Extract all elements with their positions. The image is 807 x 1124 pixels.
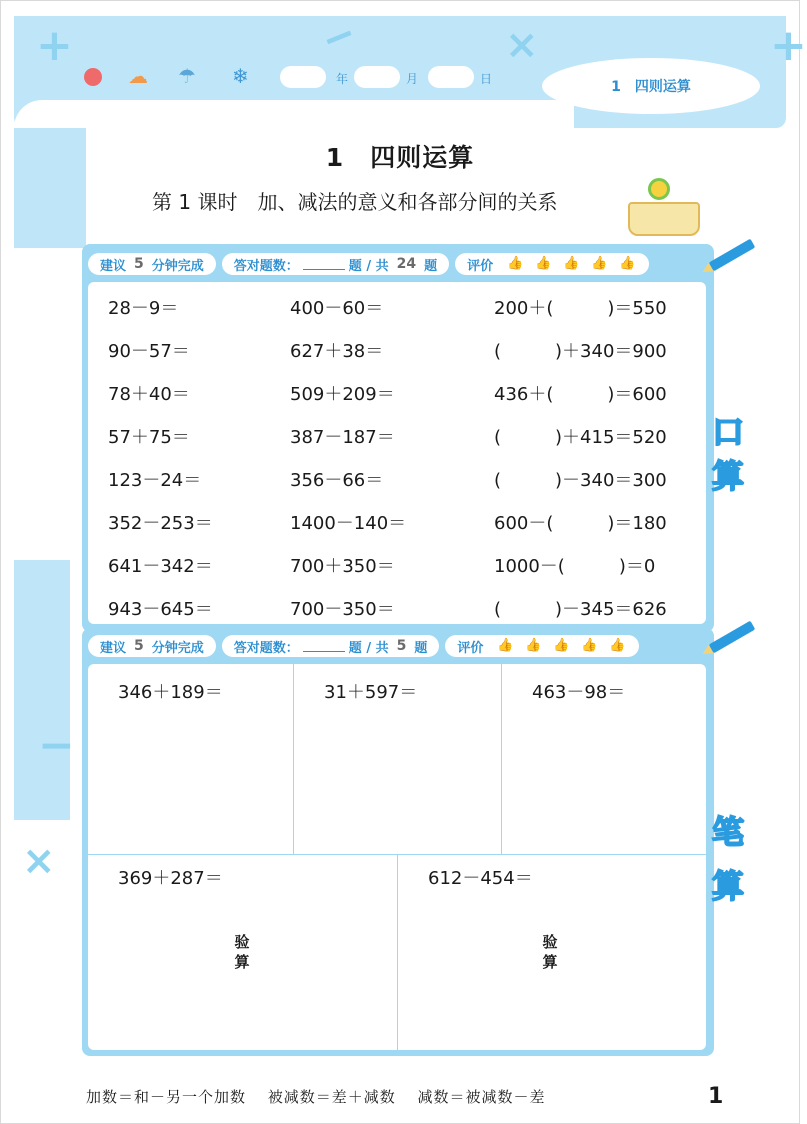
oral-problem: 1400－140＝ [290,513,407,534]
score-pill [222,253,449,275]
side-label-oral-1: 口 [712,413,745,451]
oral-problem: 200＋( )＝550 [494,298,667,319]
verify-label-char: 验 [542,933,558,951]
oral-problem: 1000－( )＝0 [494,556,656,577]
day-field[interactable] [428,66,474,88]
thumb-icon[interactable]: 👍 [525,638,542,653]
thumb-icon[interactable]: 👍 [553,638,570,653]
grid-divider [293,664,294,854]
side-label-written-2: 算 [712,867,745,905]
year-field[interactable] [280,66,326,88]
verify-label [232,932,252,972]
flower-icon [648,178,670,200]
snow-icon[interactable]: ❄ [232,64,249,88]
page-number: 1 [708,1084,724,1109]
month-label: 月 [406,72,419,86]
total-label: 题 / 共 [348,640,389,656]
rating-pill [455,253,649,275]
rain-icon[interactable]: ☂ [178,64,196,88]
oral-problem: 123－24＝ [108,470,202,491]
oral-problem: 356－66＝ [290,470,384,491]
times-icon: × [505,22,539,68]
thumb-icon[interactable]: 👍 [535,256,552,271]
thumb-icon[interactable]: 👍 [507,256,524,271]
oral-problem: 943－645＝ [108,599,213,620]
book-icon [628,202,700,236]
oral-problem: 600－( )＝180 [494,513,667,534]
times-icon: × [22,838,56,884]
correct-count-blank[interactable] [303,258,345,270]
sunny-icon[interactable] [84,68,102,86]
rating-label: 评价 [467,258,494,274]
verify-label-char: 算 [542,953,558,971]
oral-problem: 352－253＝ [108,513,213,534]
plus-icon: + [36,20,73,71]
suggest-minutes: 5 [134,638,144,654]
page-title: 1 四则运算 [325,143,475,172]
oral-problem: 387－187＝ [290,427,395,448]
minus-icon: − [38,720,75,771]
thumb-icon[interactable]: 👍 [591,256,608,271]
rating-label: 评价 [457,640,484,656]
total-suffix: 题 [414,640,428,656]
correct-label: 答对题数： [233,258,299,274]
written-calc-infobar [88,632,639,660]
header-band-cut [14,100,574,140]
correct-count-blank[interactable] [303,640,345,652]
oral-problem: ( )＋340＝900 [494,341,667,362]
rating-pill [445,635,639,657]
written-problem: 31＋597＝ [324,682,418,703]
plus-icon: + [770,20,807,71]
lesson-subtitle: 第 1 课时 加、减法的意义和各部分间的关系 [152,190,558,214]
written-problem: 346＋189＝ [118,682,223,703]
oral-problem: 700－350＝ [290,599,395,620]
grid-divider [397,854,398,1050]
suggest-suffix: 分钟完成 [151,258,204,274]
oral-problem: 627＋38＝ [290,341,384,362]
oral-problem: 90－57＝ [108,341,190,362]
minus-icon: − [314,9,363,65]
written-problem: 463－98＝ [532,682,626,703]
oral-problem: 78＋40＝ [108,384,190,405]
suggest-minutes: 5 [134,256,144,272]
correct-label: 答对题数： [233,640,299,656]
oral-problem: 700＋350＝ [290,556,395,577]
oral-problem: 57＋75＝ [108,427,190,448]
left-decoration-strip [14,560,70,820]
oral-calc-infobar [88,250,649,278]
oral-problem: 509＋209＝ [290,384,395,405]
thumb-icon[interactable]: 👍 [563,256,580,271]
written-problem: 612－454＝ [428,868,533,889]
month-field[interactable] [354,66,400,88]
day-label: 日 [480,72,493,86]
thumb-icon[interactable]: 👍 [609,638,626,653]
thumb-icon[interactable]: 👍 [619,256,636,271]
suggest-suffix: 分钟完成 [151,640,204,656]
year-label: 年 [336,72,349,86]
oral-problem: ( )－345＝626 [494,599,667,620]
oral-problem: 436＋( )＝600 [494,384,667,405]
cloudy-icon[interactable]: ☁ [128,64,148,88]
oral-problem: 641－342＝ [108,556,213,577]
verify-label-char: 验 [234,933,250,951]
side-label-oral-2: 算 [712,457,745,495]
total-suffix: 题 [424,258,438,274]
suggest-prefix: 建议 [100,258,127,274]
suggest-time-pill [88,253,216,275]
thumb-icon[interactable]: 👍 [581,638,598,653]
total-label: 题 / 共 [348,258,389,274]
oral-problem: ( )－340＝300 [494,470,667,491]
suggest-prefix: 建议 [100,640,127,656]
grid-divider [501,664,502,854]
thumb-icon[interactable]: 👍 [497,638,514,653]
total-count: 5 [396,638,407,654]
suggest-time-pill [88,635,216,657]
oral-problem: 28－9＝ [108,298,179,319]
verify-label [540,932,560,972]
side-label-written-1: 笔 [712,813,745,851]
oral-problem: ( )＋415＝520 [494,427,667,448]
unit-tag: 1 四则运算 [542,58,760,114]
written-problem: 369＋287＝ [118,868,223,889]
total-count: 24 [396,256,417,272]
score-pill [222,635,440,657]
verify-label-char: 算 [234,953,250,971]
formula-footer: 加数＝和－另一个加数 被减数＝差＋减数 减数＝被减数－差 [86,1088,546,1106]
oral-problem: 400－60＝ [290,298,384,319]
